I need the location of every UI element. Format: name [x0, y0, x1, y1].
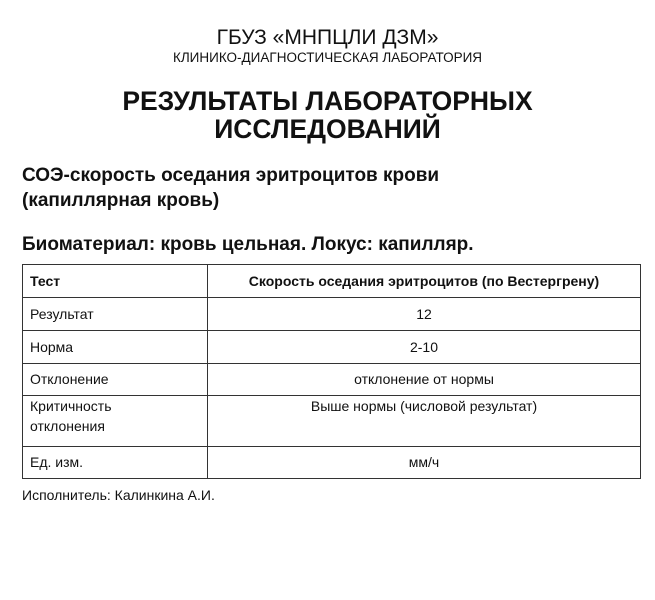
row-value: отклонение от нормы [208, 364, 641, 396]
row-label-line1: Критичность [30, 398, 112, 414]
row-label: Отклонение [23, 364, 208, 396]
test-name-line1: СОЭ-скорость оседания эритроцитов крови [22, 165, 440, 186]
document-title-line1: РЕЗУЛЬТАТЫ ЛАБОРАТОРНЫХ [122, 86, 533, 116]
test-name [22, 163, 642, 213]
table-row-units [23, 447, 641, 479]
row-label: Результат [23, 298, 208, 331]
table-row-deviation [23, 364, 641, 396]
row-label: Ед. изм. [23, 447, 208, 479]
table-header-row [23, 265, 641, 298]
header-cell-test: Тест [23, 265, 208, 298]
row-value: 12 [208, 298, 641, 331]
header-cell-test-name: Скорость оседания эритроцитов (по Вестергрену) [208, 265, 641, 298]
row-value: 2-10 [208, 331, 641, 364]
table-row-norm [23, 331, 641, 364]
executor-info: Исполнитель: Калинкина А.И. [22, 487, 215, 503]
row-label-line2: отклонения [30, 418, 105, 434]
biomaterial-info: Биоматериал: кровь цельная. Локус: капилляр. [22, 234, 474, 255]
document-title [0, 87, 655, 143]
test-name-line2: (капиллярная кровь) [22, 190, 220, 211]
table-row-result [23, 298, 641, 331]
table-row-deviation-criticality [23, 396, 641, 447]
organization-subtitle: КЛИНИКО-ДИАГНОСТИЧЕСКАЯ ЛАБОРАТОРИЯ [172, 50, 483, 65]
document-title-line2: ИССЛЕДОВАНИЙ [214, 114, 441, 144]
results-table [22, 264, 641, 479]
row-value: Выше нормы (числовой результат) [208, 396, 641, 447]
row-value: мм/ч [208, 447, 641, 479]
organization-name: ГБУЗ «МНПЦЛИ ДЗМ» [216, 26, 439, 49]
row-label: Норма [23, 331, 208, 364]
row-label [23, 396, 208, 447]
